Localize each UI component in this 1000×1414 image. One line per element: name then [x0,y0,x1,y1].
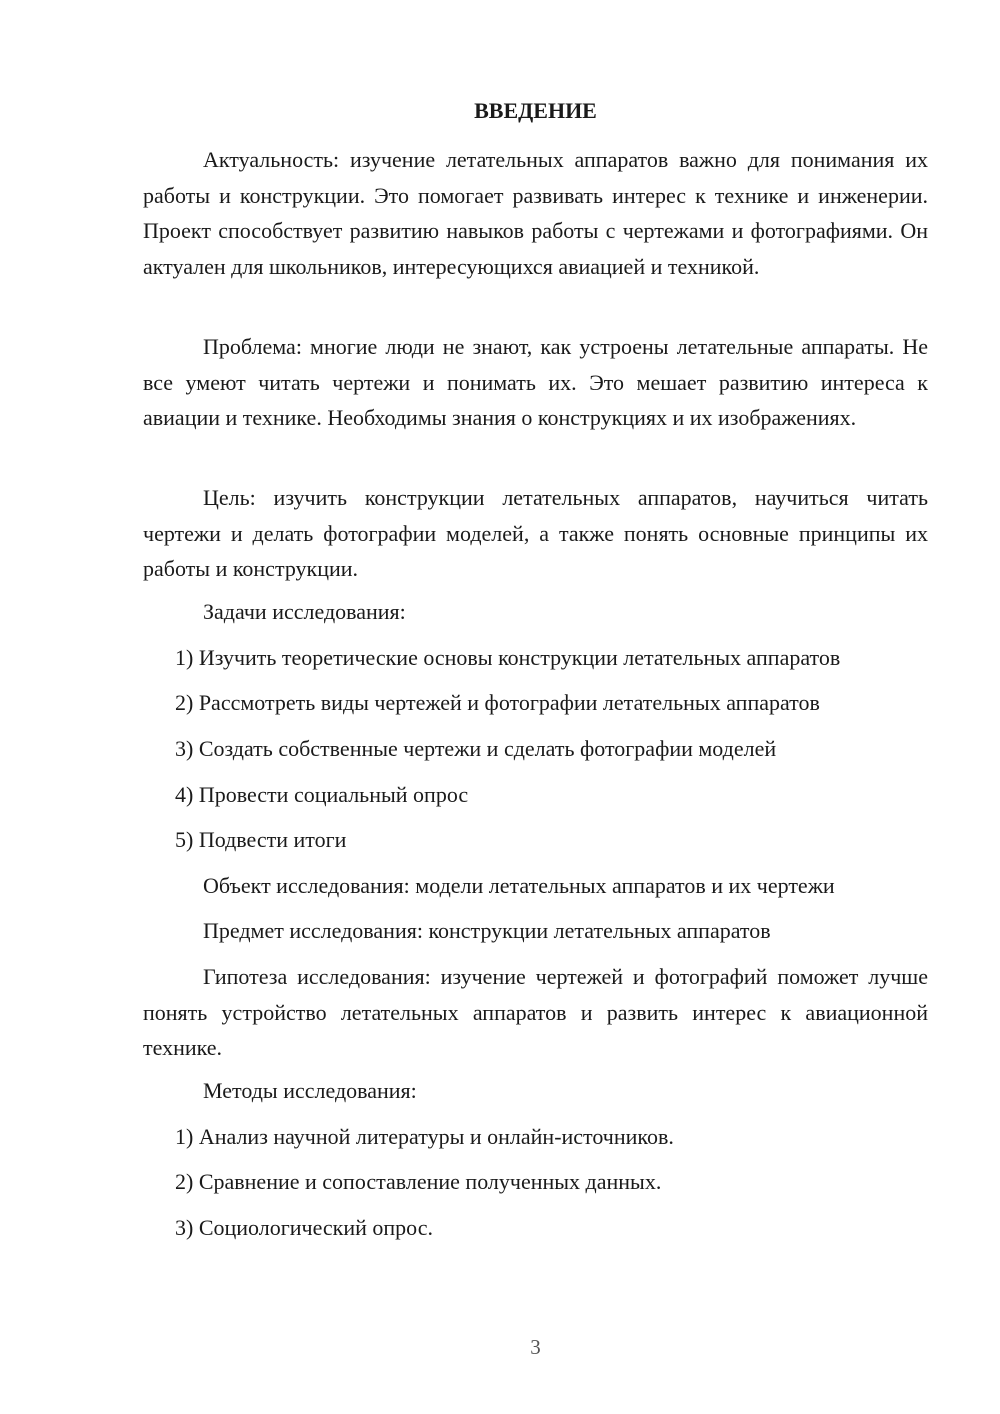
method-item: 3) Социологический опрос. [175,1215,433,1240]
task-item: 1) Изучить теоретические основы конструкции летательных аппаратов [175,645,841,670]
task-item: 3) Создать собственные чертежи и сделать фотографии моделей [175,736,777,761]
goal-paragraph: Цель: изучить конструкции летательных аппаратов, научиться читать чертежи и делать фотографии моделей, а также понять основные принципы их работы и конструкции. [143,485,928,581]
task-item: 5) Подвести итоги [175,827,347,852]
methods-heading: Методы исследования: [203,1078,417,1103]
research-object: Объект исследования: модели летательных аппаратов и их чертежи [203,873,835,898]
tasks-heading: Задачи исследования: [203,599,406,624]
research-subject: Предмет исследования: конструкции летательных аппаратов [203,918,771,943]
page-number: 3 [530,1335,541,1359]
page-title: ВВЕДЕНИЕ [474,98,597,123]
task-item: 2) Рассмотреть виды чертежей и фотографии летательных аппаратов [175,690,820,715]
method-item: 1) Анализ научной литературы и онлайн-источников. [175,1124,674,1149]
document-page [143,0,928,1414]
hypothesis-paragraph: Гипотеза исследования: изучение чертежей и фотографий поможет лучше понять устройство летательных аппаратов и развить интерес к авиационной технике. [143,964,928,1060]
relevance-paragraph: Актуальность: изучение летательных аппаратов важно для понимания их работы и конструкции. Это помогает развивать интерес к технике и инженерии. Проект способствует развитию навыков работы с чертежами и фотографиями. Он актуален для школьников, интересующихся авиацией и техникой. [143,147,928,279]
task-item: 4) Провести социальный опрос [175,782,469,807]
method-item: 2) Сравнение и сопоставление полученных данных. [175,1169,662,1194]
problem-paragraph: Проблема: многие люди не знают, как устроены летательные аппараты. Не все умеют читать чертежи и понимать их. Это мешает развитию интереса к авиации и технике. Необходимы знания о конструкциях и их изображениях. [143,334,928,430]
